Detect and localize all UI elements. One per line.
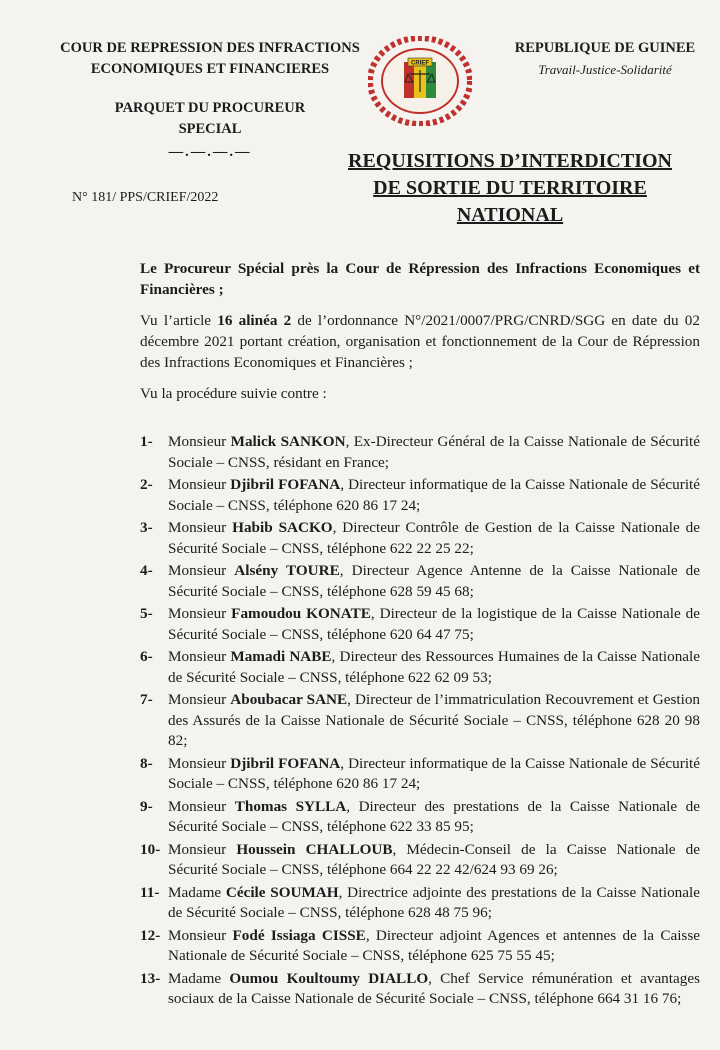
person-description: , Ex-Directeur Général de la Caisse Nationale de Sécurité Sociale – CNSS, résidant en France;: [168, 433, 700, 471]
list-item-number: 1-: [140, 433, 153, 450]
crief-emblem-seal: [368, 36, 472, 126]
document-reference-number: N° 181/ PPS/CRIEF/2022: [72, 190, 219, 205]
person-description: , Directeur des Ressources Humaines de la Caisse Nationale de Sécurité Sociale – CNSS, téléphone 622 62 09 53;: [168, 648, 700, 686]
header-dash-separator: —.—.—.—: [168, 144, 252, 160]
list-item-number: 5-: [140, 605, 153, 622]
person-title: Monsieur: [168, 926, 233, 944]
parquet-line1: PARQUET DU PROCUREUR: [114, 100, 306, 116]
person-name: Famoudou KONATE: [231, 605, 371, 622]
list-item: [140, 647, 700, 688]
list-item: [140, 797, 700, 838]
court-header: [40, 38, 380, 163]
legal-basis-paragraph: [140, 310, 700, 373]
person-title: Monsieur: [168, 433, 231, 450]
person-title: Monsieur: [168, 648, 231, 665]
list-item: [140, 475, 700, 516]
person-title: Monsieur: [168, 519, 233, 536]
person-title: Monsieur: [168, 754, 231, 772]
person-name: Aboubacar SANE: [230, 691, 348, 708]
person-name: Alsény TOURE: [234, 562, 340, 579]
list-item: [140, 604, 700, 645]
person-name: Oumou Koultoumy DIALLO: [229, 969, 429, 987]
legal-basis-rest: de l’ordonnance N°/2021/0007/PRG/CNRD/SGG en date du 02 décembre 2021 portant création, organisation et fonctionnement de la Cour de Répression des Infractions Economiques et Financières ;: [140, 312, 700, 371]
list-item-number: 10-: [140, 840, 161, 858]
person-description: , Médecin-Conseil de la Caisse Nationale de Sécurité Sociale – CNSS, téléphone 664 22 22 42/624 93 69 26;: [168, 840, 701, 878]
person-name: Fodé Issiaga CISSE: [232, 926, 366, 944]
person-description: , Directeur de la logistique de la Caisse Nationale de Sécurité Sociale – CNSS, téléphone 620 64 47 75;: [168, 605, 701, 643]
list-item: [140, 690, 700, 752]
list-item-number: 12-: [140, 926, 161, 944]
list-item: [140, 926, 700, 967]
title-line1: REQUISITIONS D’INTERDICTION: [348, 150, 672, 172]
list-item-number: 9-: [140, 797, 153, 815]
legal-basis-prefix: Vu l’article: [140, 312, 218, 329]
court-name-line1: COUR DE REPRESSION DES INFRACTIONS: [60, 40, 360, 56]
list-item-number: 8-: [140, 754, 153, 772]
person-description: , Chef Service rémunération et avantages sociaux de la Caisse Nationale de Sécurité Sociale – CNSS, téléphone 664 31 16 76;: [168, 969, 700, 1007]
person-description: , Directeur informatique de la Caisse Nationale de Sécurité Sociale – CNSS, téléphone 620 86 17 24;: [168, 476, 700, 514]
persons-list: [140, 432, 700, 1012]
list-item: [140, 969, 700, 1010]
list-item-number: 6-: [140, 648, 153, 665]
person-description: , Directeur des prestations de la Caisse Nationale de Sécurité Sociale – CNSS, téléphone 622 33 85 95;: [168, 797, 700, 835]
person-title: Monsieur: [168, 797, 235, 815]
person-name: Djibril FOFANA: [230, 476, 341, 493]
person-description: , Directeur de l’immatriculation Recouvrement et Gestion des Assurés de la Caisse Nationale de Sécurité Sociale – CNSS, téléphone 628 20 98 82;: [168, 691, 701, 749]
list-item-number: 2-: [140, 476, 153, 493]
republic-motto: Travail-Justice-Solidarité: [538, 62, 672, 77]
list-item: [140, 840, 700, 881]
person-name: Malick SANKON: [230, 433, 346, 450]
person-title: Monsieur: [168, 562, 235, 579]
person-title: Madame: [168, 883, 226, 901]
person-description: , Directeur informatique de la Caisse Nationale de Sécurité Sociale – CNSS, téléphone 620 86 17 24;: [168, 754, 700, 792]
person-title: Monsieur: [168, 605, 232, 622]
person-title: Monsieur: [168, 840, 237, 858]
person-name: Djibril FOFANA: [230, 754, 341, 772]
parquet-line2: SPECIAL: [178, 121, 242, 137]
person-name: Thomas SYLLA: [234, 797, 347, 815]
intro-paragraph: Le Procureur Spécial près la Cour de Répression des Infractions Economiques et Financières ;: [140, 260, 700, 298]
list-item-number: 7-: [140, 691, 153, 708]
list-item: [140, 883, 700, 924]
title-line2: DE SORTIE DU TERRITOIRE: [373, 177, 647, 199]
person-name: Houssein CHALLOUB: [236, 840, 393, 858]
document-body: [140, 258, 700, 414]
person-name: Mamadi NABE: [230, 648, 332, 665]
list-item: [140, 432, 700, 473]
document-title: [320, 148, 700, 229]
legal-basis-article: 16 alinéa 2: [217, 312, 292, 329]
list-item: [140, 561, 700, 602]
list-item-number: 4-: [140, 562, 153, 579]
list-item-number: 11-: [140, 883, 160, 901]
list-item: [140, 754, 700, 795]
procedure-against-line: Vu la procédure suivie contre :: [140, 385, 327, 402]
list-item-number: 3-: [140, 519, 153, 536]
person-description: , Directeur adjoint Agences et antennes de la Caisse Nationale de Sécurité Sociale – CNSS, téléphone 625 75 55 45;: [168, 926, 700, 964]
person-description: , Directeur Agence Antenne de la Caisse Nationale de Sécurité Sociale – CNSS, téléphone 628 59 45 68;: [168, 562, 700, 600]
emblem-label: CRIEF: [411, 60, 429, 67]
person-name: Cécile SOUMAH: [225, 883, 339, 901]
republic-header: [490, 38, 720, 78]
person-title: Madame: [168, 969, 230, 987]
court-name-line2: ECONOMIQUES ET FINANCIERES: [90, 61, 330, 77]
person-name: Habib SACKO: [232, 519, 333, 536]
person-title: Monsieur: [168, 476, 231, 493]
republic-name: REPUBLIQUE DE GUINEE: [514, 40, 696, 56]
person-description: , Directeur Contrôle de Gestion de la Caisse Nationale de Sécurité Sociale – CNSS, téléphone 622 22 25 22;: [168, 519, 701, 557]
list-item: [140, 518, 700, 559]
person-title: Monsieur: [168, 691, 231, 708]
title-line3: NATIONAL: [456, 204, 564, 226]
person-description: , Directrice adjointe des prestations de la Caisse Nationale de Sécurité Sociale – CNSS, téléphone 628 48 75 96;: [168, 883, 700, 921]
list-item-number: 13-: [140, 969, 161, 987]
